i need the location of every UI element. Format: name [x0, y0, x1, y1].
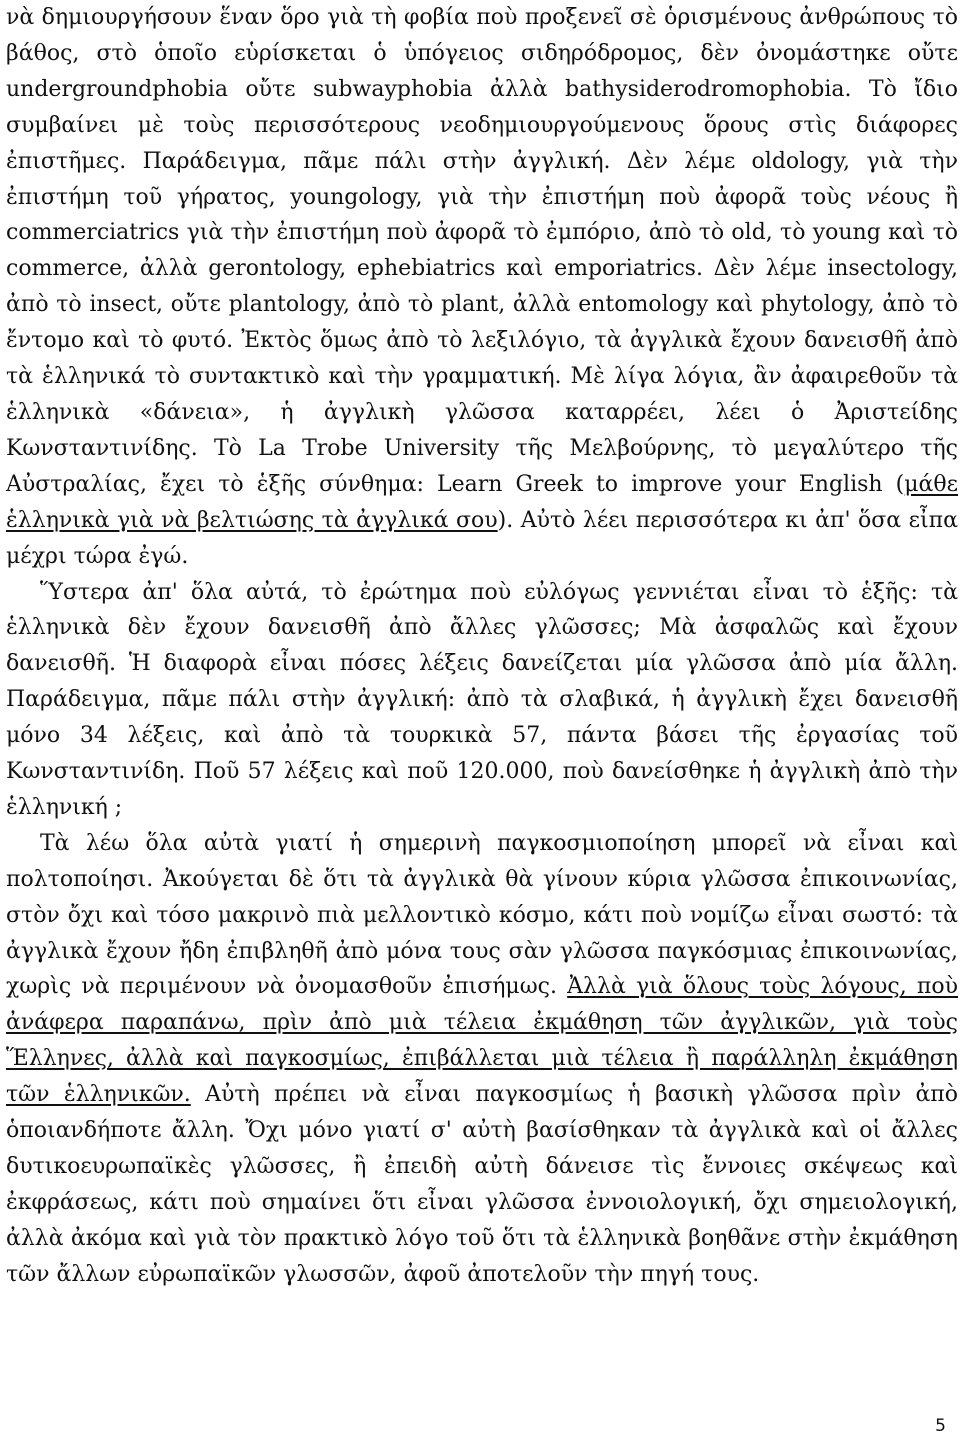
paragraph-3-underlined-statement: Ἀλλὰ γιὰ ὅλους τοὺς λόγους, ποὺ ἀνάφερα παραπάνω, πρὶν ἀπὸ μιὰ τέλεια ἐκμάθηση τῶν ἀγγλικῶν, γιὰ τοὺς Ἕλληνες, ἀλλὰ καὶ παγκοσμίως, ἐπιβάλλεται μιὰ τέλεια ἢ παράλληλη ἐκμάθηση τῶν ἑλληνικῶν. — [6, 974, 958, 1108]
paragraph-3-text-end: Αὐτὴ πρέπει νὰ εἶναι παγκοσμίως ἡ βασικὴ γλῶσσα πρὶν ἀπὸ ὁποιανδήποτε ἄλλη. Ὄχι μόνο γιατί σ' αὐτὴ βασίσθηκαν τὰ ἀγγλικὰ καὶ οἱ ἄλλες δυτικοευρωπαϊκὲς γλῶσσες, ἢ ἐπειδὴ αὐτὴ δάνεισε τὶς ἔννοιες σκέψεως καὶ ἐκφράσεως, κάτι ποὺ σημαίνει ὅτι εἶναι γλῶσσα ἐννοιολογική, ὄχι σημειολογική, ἀλλὰ ἀκόμα καὶ γιὰ τὸν πρακτικὸ λόγο τοῦ ὅτι τὰ ἑλληνικὰ βοηθᾶνε στὴν ἐκμάθηση τῶν ἄλλων εὐρωπαϊκῶν γλωσσῶν, ἀφοῦ ἀποτελοῦν τὴν πηγή τους. — [6, 1082, 958, 1287]
paragraph-3-text-start: Τὰ λέω ὅλα αὐτὰ γιατί ἡ σημερινὴ παγκοσμιοποίηση μπορεῖ νὰ εἶναι καὶ πολτοποίησι. Ἀκούγεται δὲ ὅτι τὰ ἀγγλικὰ θὰ γίνουν κύρια γλῶσσα ἐπικοινωνίας, στὸν ὄχι καὶ τόσο μακρινὸ πιὰ μελλοντικὸ κόσμο, κάτι ποὺ νομίζω εἶναι σωστό: τὰ ἀγγλικὰ ἔχουν ἤδη ἐπιβληθῆ ἀπὸ μόνα τους σὰν γλῶσσα παγκόσμιας ἐπικοινωνίας, χωρὶς νὰ περιμένουν νὰ ὀνομασθοῦν ἐπισήμως. — [6, 830, 958, 1000]
paragraph-2: Ὕστερα ἀπ' ὅλα αὐτά, τὸ ἐρώτημα ποὺ εὐλόγως γεννιέται εἶναι τὸ ἑξῆς: τὰ ἑλληνικὰ δὲν ἔχουν δανεισθῆ ἀπὸ ἄλλες γλῶσσες; Μὰ ἀσφαλῶς καὶ ἔχουν δανεισθῆ. Ἡ διαφορὰ εἶναι πόσες λέξεις δανείζεται μία γλῶσσα ἀπὸ μία ἄλλη. Παράδειγμα, πᾶμε πάλι στὴν ἀγγλική: ἀπὸ τὰ σλαβικά, ἡ ἀγγλικὴ ἔχει δανεισθῆ μόνο 34 λέξεις, καὶ ἀπὸ τὰ τουρκικὰ 57, πάντα βάσει τῆς ἐργασίας τοῦ Κωνσταντινίδη. Ποῦ 57 λέξεις καὶ ποῦ 120.000, ποὺ δανείσθηκε ἡ ἀγγλικὴ ἀπὸ τὴν ἑλληνική ; — [6, 579, 958, 820]
paragraph-1-underlined-translation: μάθε ἑλληνικὰ γιὰ νὰ βελτιώσης τὰ ἀγγλικά σου — [6, 471, 958, 533]
paragraph-1-text-end: ). Αὐτὸ λέει περισσότερα κι ἀπ' ὅσα εἶπα μέχρι τώρα ἐγώ. — [6, 507, 958, 569]
paragraph-1 — [6, 0, 958, 575]
document-page — [6, 0, 958, 1293]
paragraph-3 — [6, 826, 958, 1293]
paragraph-1-text-start: νὰ δημιουργήσουν ἕναν ὅρο γιὰ τὴ φοβία ποὺ προξενεῖ σὲ ὁρισμένους ἀνθρώπους τὸ βάθος, στὸ ὁποῖο εὑρίσκεται ὁ ὑπόγειος σιδηρόδρομος, δὲν ὀνομάστηκε οὔτε undergroundphobia οὔτε subwayphobia ἀλλὰ bathysiderodromophobia. Τὸ ἴδιο συμβαίνει μὲ τοὺς περισσότερους νεοδημιουργούμενους ὅρους στὶς διάφορες ἐπιστῆμες. Παράδειγμα, πᾶμε πάλι στὴν ἀγγλική. Δὲν λέμε oldology, γιὰ τὴν ἐπιστήμη τοῦ γήρατος, youngology, γιὰ τὴν ἐπιστήμη ποὺ ἀφορᾶ τοὺς νέους ἢ commerciatrics γιὰ τὴν ἐπιστήμη ποὺ ἀφορᾶ τὸ ἐμπόριο, ἀπὸ τὸ old, τὸ young καὶ τὸ commerce, ἀλλὰ gerontology, ephebiatrics καὶ emporiatrics. Δὲν λέμε insectology, ἀπὸ τὸ insect, οὔτε plantology, ἀπὸ τὸ plant, ἀλλὰ entomology καὶ phytology, ἀπὸ τὸ ἔντομο καὶ τὸ φυτό. Ἐκτὸς ὅμως ἀπὸ τὸ λεξιλόγιο, τὰ ἀγγλικὰ ἔχουν δανεισθῆ ἀπὸ τὰ ἑλληνικά τὸ συντακτικὸ καὶ τὴν γραμματική. Μὲ λίγα λόγια, ἂν ἀφαιρεθοῦν τὰ ἑλληνικὰ «δάνεια», ἡ ἀγγλικὴ γλῶσσα καταρρέει, λέει ὁ Ἀριστείδης Κωνσταντινίδης. Τὸ La Trobe University τῆς Μελβούρνης, τὸ μεγαλύτερο τῆς Αὐστραλίας, ἔχει τὸ ἑξῆς σύνθημα: Learn Greek to improve your English ( — [6, 5, 958, 497]
page-number: 5 — [935, 1416, 946, 1436]
